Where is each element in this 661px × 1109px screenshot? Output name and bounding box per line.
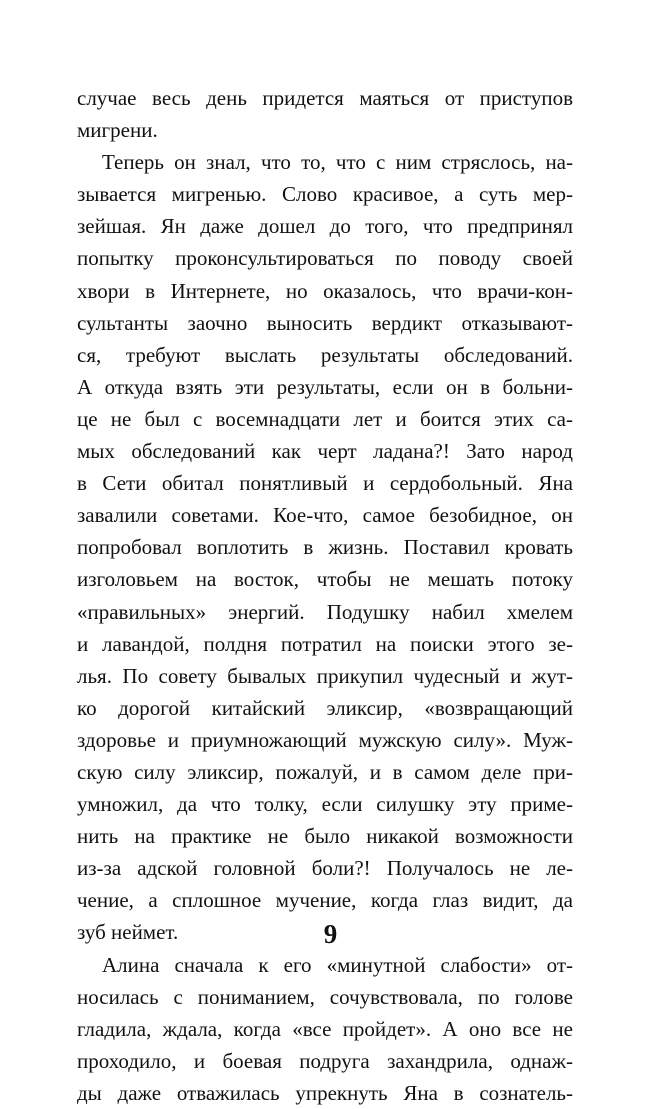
text-line: зуб неймет. [77,920,179,945]
page-number: 9 [323,919,338,949]
text-line: це не был с восемнадцати лет и боится этих са- [77,406,573,431]
text-line: гладила, ждала, когда «все пройдет». А оно все не [77,1016,573,1041]
text-line: попытку проконсультироваться по поводу своей [77,246,573,271]
text-line: сультанты заочно выносить вердикт отказывают- [77,310,573,335]
text-line: хвори в Интернете, но оказалось, что врачи-кон- [77,278,573,303]
text-line: проходило, и боевая подруга захандрила, однаж- [77,1048,573,1073]
text-line: зейшая. Ян даже дошел до того, что предпринял [77,214,573,239]
text-line: завалили советами. Кое-что, самое безобидное, он [77,503,573,528]
text-line: А откуда взять эти результаты, если он в больни- [77,374,573,399]
text-line: ко дорогой китайский эликсир, «возвращающий [77,695,573,720]
text-line: и лавандой, полдня потратил на поиски этого зе- [77,631,573,656]
text-line: умножил, да что толку, если силушку эту приме- [77,792,573,817]
text-line: лья. По совету бывалых прикупил чудесный и жут- [77,663,573,688]
text-line: чение, а сплошное мучение, когда глаз видит, да [77,888,573,913]
text-line: случае весь день придется маяться от приступов [77,86,573,110]
text-line: попробовал воплотить в жизнь. Поставил кровать [77,535,573,560]
body-text [77,82,573,1109]
text-line: нить на практике не было никакой возможности [77,824,573,849]
text-line: из-за адской головной боли?! Получалось не ле- [77,856,573,881]
text-line: «правильных» энергий. Подушку набил хмелем [77,599,573,624]
text-line: Алина сначала к его «минутной слабости» от- [102,952,573,977]
text-line: здоровье и приумножающий мужскую силу». Муж- [77,727,573,752]
text-line: носилась с пониманием, сочувствовала, по голове [77,984,573,1009]
text-line: Теперь он знал, что то, что с ним стряслось, на- [102,150,573,175]
text-line: мигрени. [77,118,158,143]
text-line: ды даже отважилась упрекнуть Яна в сознатель- [77,1080,573,1105]
text-line: зывается мигренью. Слово красивое, а суть мер- [77,182,573,207]
text-line: скую силу эликсир, пожалуй, и в самом деле при- [77,759,573,784]
text-line: ся, требуют выслать результаты обследований. [77,342,573,367]
text-line: мых обследований как черт ладана?! Зато народ [77,439,573,464]
text-line: в Сети обитал понятливый и сердобольный. Яна [77,471,573,496]
text-line: изголовьем на восток, чтобы не мешать потоку [77,567,573,592]
